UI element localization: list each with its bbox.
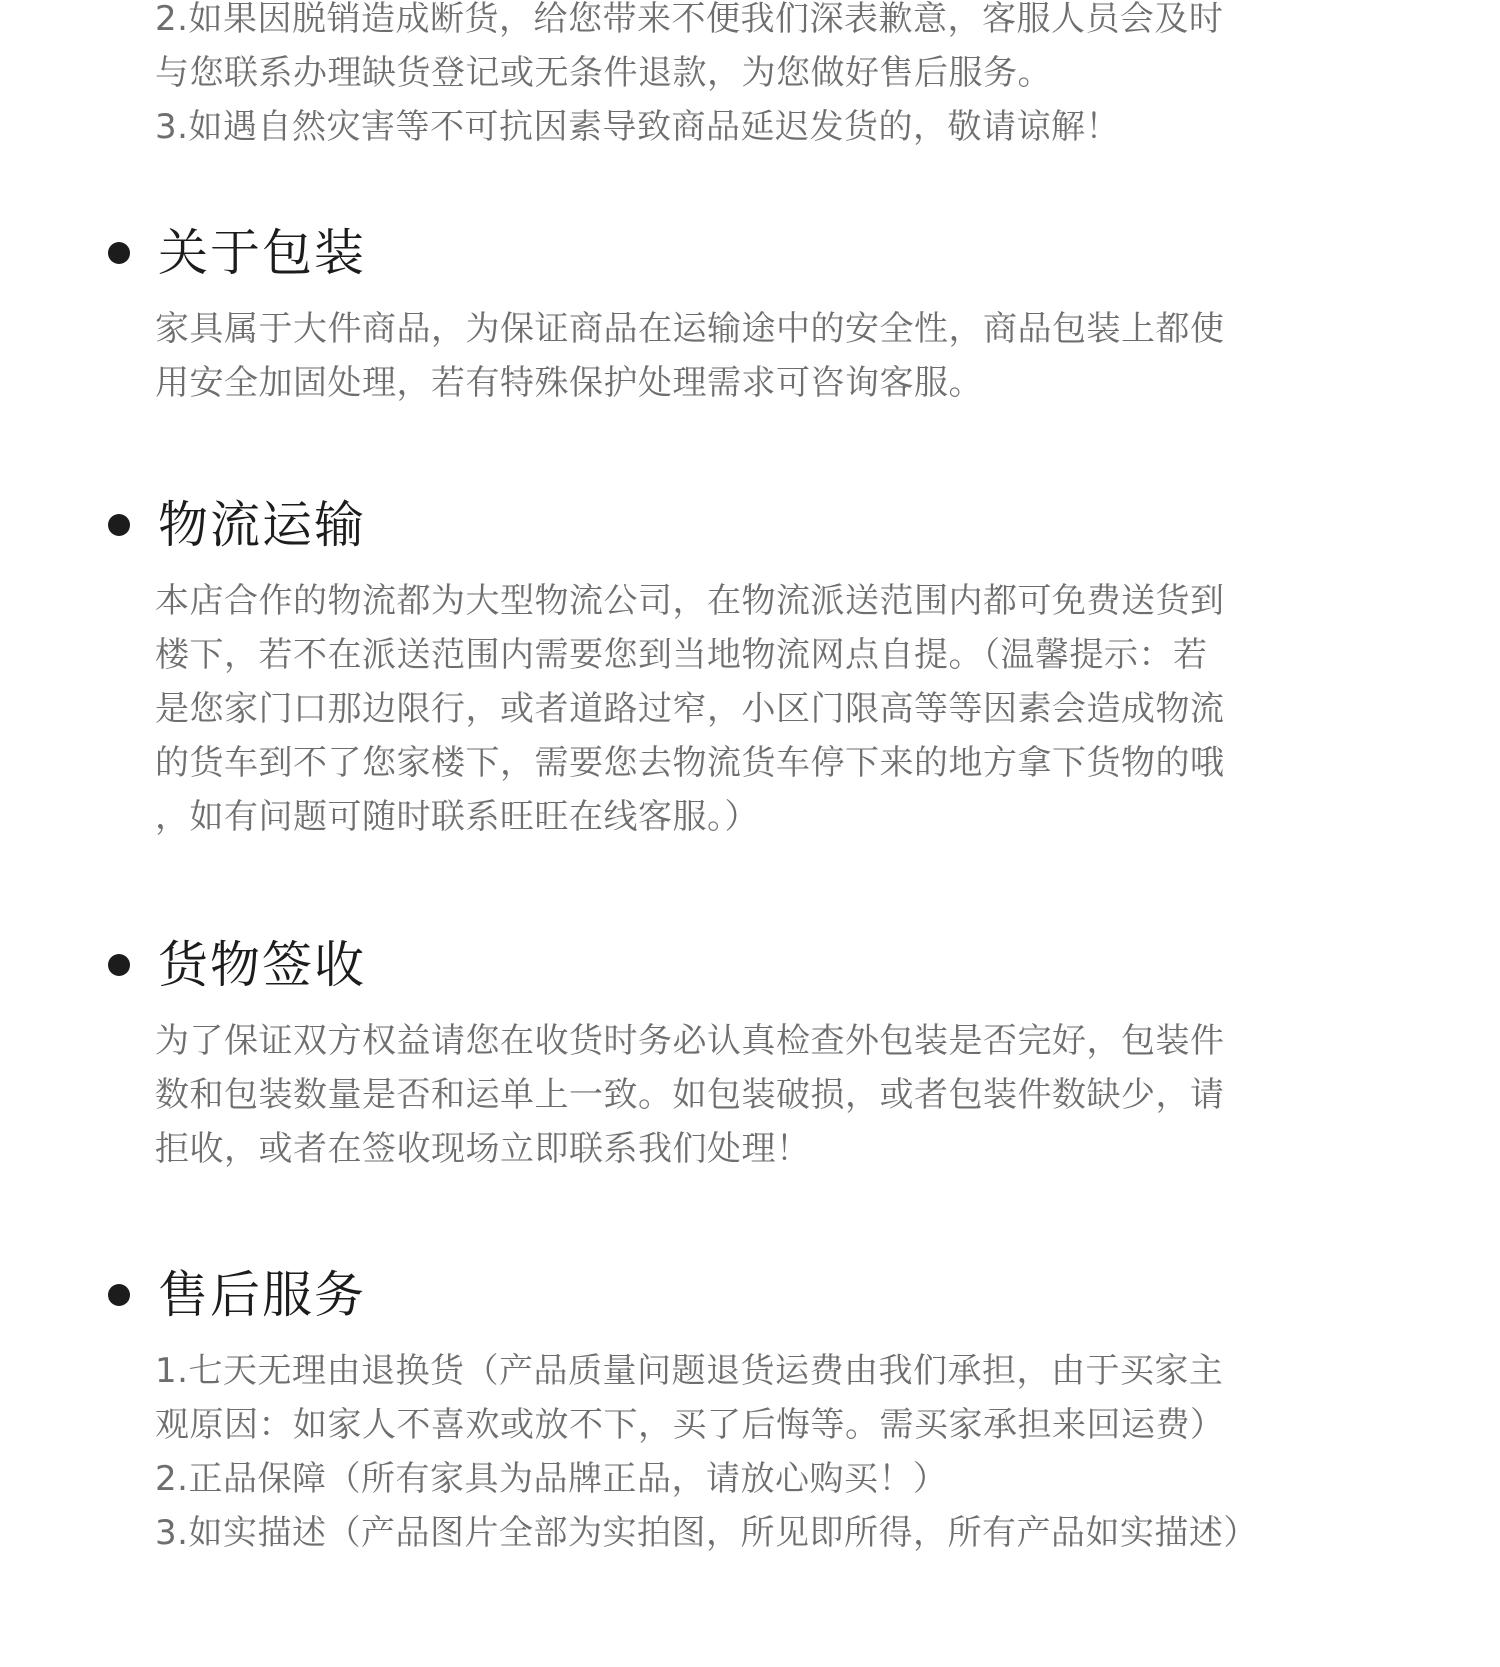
section-line: 3.如实描述（产品图片全部为实拍图，所见即所得，所有产品如实描述） [155, 1513, 1258, 1553]
bullet-dot-icon [108, 514, 130, 536]
section-body [155, 1014, 1335, 1176]
section-line: 2.正品保障（所有家具为品牌正品，请放心购买！） [155, 1459, 948, 1499]
section-title: 售后服务 [158, 1266, 366, 1324]
section-logistics [0, 490, 1500, 837]
section-body [155, 1344, 1335, 1560]
section-line: 拒收，或者在签收现场立即联系我们处理！ [155, 1129, 811, 1169]
intro-line: 与您联系办理缺货登记或无条件退款，为您做好售后服务。 [155, 53, 1052, 93]
intro-line: 3.如遇自然灾害等不可抗因素导致商品延迟发货的，敬请谅解！ [155, 107, 1120, 147]
bullet-dot-icon [108, 242, 130, 264]
section-title: 物流运输 [158, 496, 366, 554]
shipping-notes-continued [155, 0, 1335, 154]
section-line: 用安全加固处理，若有特殊保护处理需求可咨询客服。 [155, 363, 983, 403]
section-title: 货物签收 [158, 936, 366, 994]
section-line: 的货车到不了您家楼下，需要您去物流货车停下来的地方拿下货物的哦 [155, 743, 1225, 783]
section-line: 数和包装数量是否和运单上一致。如包装破损，或者包装件数缺少，请 [155, 1075, 1225, 1115]
section-line: 1.七天无理由退换货（产品质量问题退货运费由我们承担，由于买家主 [155, 1351, 1224, 1391]
section-line: 观原因：如家人不喜欢或放不下，买了后悔等。需买家承担来回运费） [155, 1405, 1225, 1445]
section-header [0, 218, 1500, 288]
section-line: 本店合作的物流都为大型物流公司，在物流派送范围内都可免费送货到 [155, 581, 1225, 621]
section-after-sales [0, 1260, 1500, 1553]
section-line: 家具属于大件商品，为保证商品在运输途中的安全性，商品包装上都使 [155, 309, 1225, 349]
section-receipt [0, 930, 1500, 1169]
section-line: 为了保证双方权益请您在收货时务必认真检查外包装是否完好，包装件 [155, 1021, 1225, 1061]
bullet-dot-icon [108, 1284, 130, 1306]
section-body [155, 574, 1335, 844]
section-body [155, 302, 1335, 410]
section-header [0, 930, 1500, 1000]
section-header [0, 490, 1500, 560]
section-packaging [0, 218, 1500, 403]
section-line: 楼下，若不在派送范围内需要您到当地物流网点自提。（温馨提示：若 [155, 635, 1208, 675]
section-header [0, 1260, 1500, 1330]
section-line: ，如有问题可随时联系旺旺在线客服。） [155, 797, 759, 837]
bullet-dot-icon [108, 954, 130, 976]
section-title: 关于包装 [158, 224, 366, 282]
intro-line: 2.如果因脱销造成断货，给您带来不便我们深表歉意，客服人员会及时 [155, 0, 1224, 39]
section-line: 是您家门口那边限行，或者道路过窄，小区门限高等等因素会造成物流 [155, 689, 1225, 729]
